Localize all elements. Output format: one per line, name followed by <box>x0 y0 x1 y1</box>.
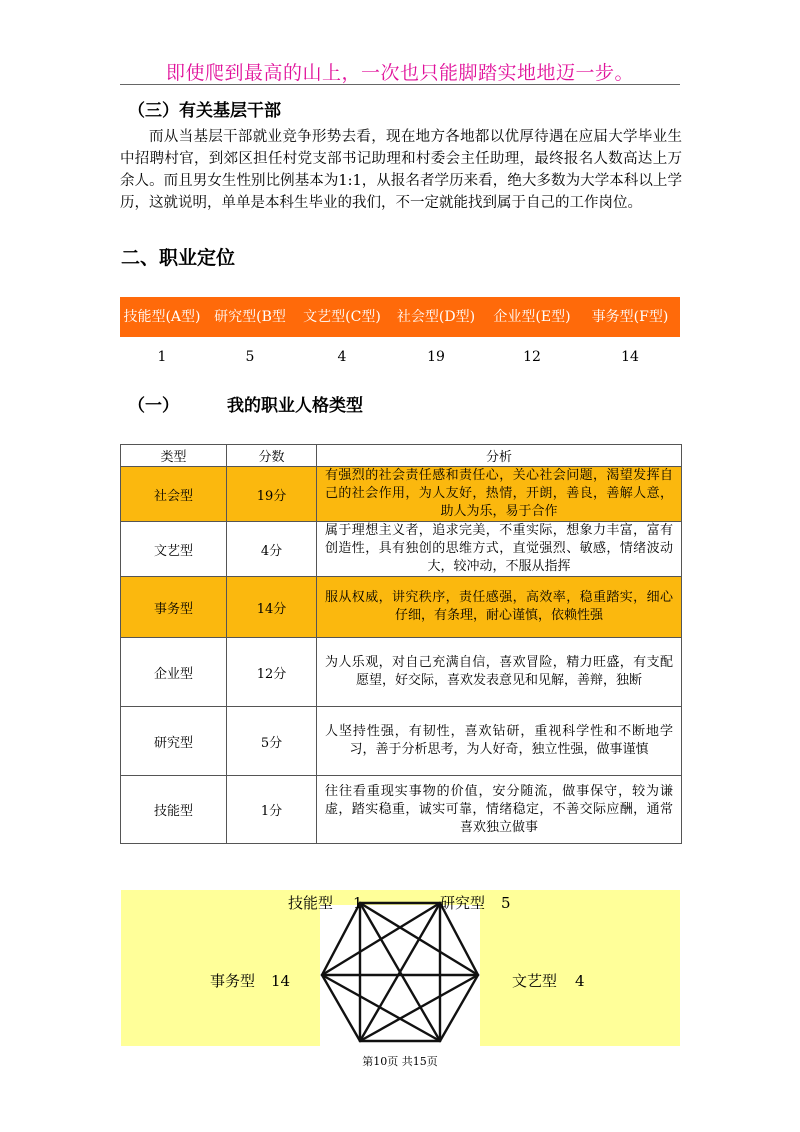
score-table <box>120 297 680 372</box>
score-cell: 4分 <box>227 522 317 577</box>
analysis-cell: 人坚持性强，有韧性，喜欢钻研，重视科学性和不断地学习，善于分析思考，为人好奇，独立性强，做事谨慎 <box>317 707 682 776</box>
section-heading-personality <box>128 391 363 416</box>
section-title: 我的职业人格类型 <box>227 396 363 416</box>
score-value-cell: 14 <box>621 349 639 365</box>
personality-hexagon-diagram <box>320 895 480 1046</box>
score-table-header-row <box>120 297 680 337</box>
type-cell: 文艺型 <box>121 522 227 577</box>
score-cell: 5分 <box>227 707 317 776</box>
body-paragraph: 而从当基层干部就业竞争形势去看，现在地方各地都以优厚待遇在应届大学毕业生中招聘村官，到郊区担任村党支部书记助理和村委会主任助理，最终报名人数高达上万余人。而且男女生性别比例基本为1:1，从报名者学历来看，绝大多数为大学本科以上学历，这就说明，单单是本科生毕业的我们，不一定就能找到属于自己的工作岗位。 <box>120 129 682 211</box>
research-score: 5 <box>501 894 511 912</box>
score-header-cell: 事务型(F型) <box>580 297 680 337</box>
analysis-cell: 服从权威，讲究秩序，责任感强，高效率，稳重踏实，细心仔细，有条理，耐心谨慎，依赖性强 <box>317 577 682 638</box>
score-header-cell: 技能型(A型) <box>120 297 204 337</box>
score-value-cell: 4 <box>337 349 347 365</box>
score-table-value-row <box>120 337 680 372</box>
score-cell: 19分 <box>227 467 317 522</box>
page-number: 第10页 共15页 <box>362 1055 438 1068</box>
research-type-label: 研究型 <box>440 894 486 912</box>
table-row <box>121 638 682 707</box>
score-cell: 12分 <box>227 638 317 707</box>
clerical-score: 14 <box>271 972 291 990</box>
skill-score: 1 <box>353 894 363 912</box>
header-rule <box>120 84 680 85</box>
figure-label-skill <box>288 892 363 913</box>
type-cell: 研究型 <box>121 707 227 776</box>
type-cell: 事务型 <box>121 577 227 638</box>
analysis-cell: 为人乐观，对自己充满自信，喜欢冒险，精力旺盛，有支配愿望，好交际，喜欢发表意见和见解，善辩，独断 <box>317 638 682 707</box>
analysis-table-header-row <box>121 445 682 467</box>
score-value-cell: 5 <box>245 349 255 365</box>
score-header-cell: 文艺型(C型) <box>296 297 388 337</box>
figure-label-artistic <box>512 970 585 991</box>
analysis-cell: 往往看重现实事物的价值，安分随流，做事保守，较为谦虚，踏实稳重，诚实可靠，情绪稳定，不善交际应酬，通常喜欢独立做事 <box>317 776 682 844</box>
section-number: （一） <box>128 396 179 416</box>
table-row <box>121 577 682 638</box>
score-cell: 14分 <box>227 577 317 638</box>
table-row <box>121 467 682 522</box>
table-row <box>121 776 682 844</box>
analysis-cell: 属于理想主义者，追求完美，不重实际，想象力丰富，富有创造性，具有独创的思维方式，直觉强烈、敏感，情绪波动大，较冲动，不服从指挥 <box>317 522 682 577</box>
score-header-cell: 企业型(E型) <box>484 297 580 337</box>
analysis-header-cell: 分数 <box>227 445 317 467</box>
type-cell: 企业型 <box>121 638 227 707</box>
section-heading-grassroots: （三）有关基层干部 <box>128 101 281 121</box>
analysis-header-cell: 类型 <box>121 445 227 467</box>
figure-label-clerical <box>210 970 290 991</box>
analysis-header-cell: 分析 <box>317 445 682 467</box>
type-cell: 技能型 <box>121 776 227 844</box>
section-heading-career-positioning: 二、职业定位 <box>121 247 236 269</box>
type-cell: 社会型 <box>121 467 227 522</box>
clerical-type-label: 事务型 <box>210 972 256 990</box>
score-header-cell: 研究型(B型 <box>204 297 296 337</box>
score-value-cell: 1 <box>157 349 167 365</box>
table-row <box>121 522 682 577</box>
artistic-score: 4 <box>575 972 585 990</box>
skill-type-label: 技能型 <box>288 894 334 912</box>
table-row <box>121 707 682 776</box>
score-header-cell: 社会型(D型) <box>388 297 484 337</box>
header-motto: 即使爬到最高的山上，一次也只能脚踏实地地迈一步。 <box>165 62 634 84</box>
figure-label-research <box>440 892 511 913</box>
score-value-cell: 12 <box>523 349 541 365</box>
analysis-table <box>120 444 682 844</box>
artistic-type-label: 文艺型 <box>512 972 558 990</box>
score-cell: 1分 <box>227 776 317 844</box>
analysis-cell: 有强烈的社会责任感和责任心，关心社会问题，渴望发挥自己的社会作用，为人友好，热情，开朗，善良，善解人意，助人为乐，易于合作 <box>317 467 682 522</box>
score-value-cell: 19 <box>427 349 445 365</box>
